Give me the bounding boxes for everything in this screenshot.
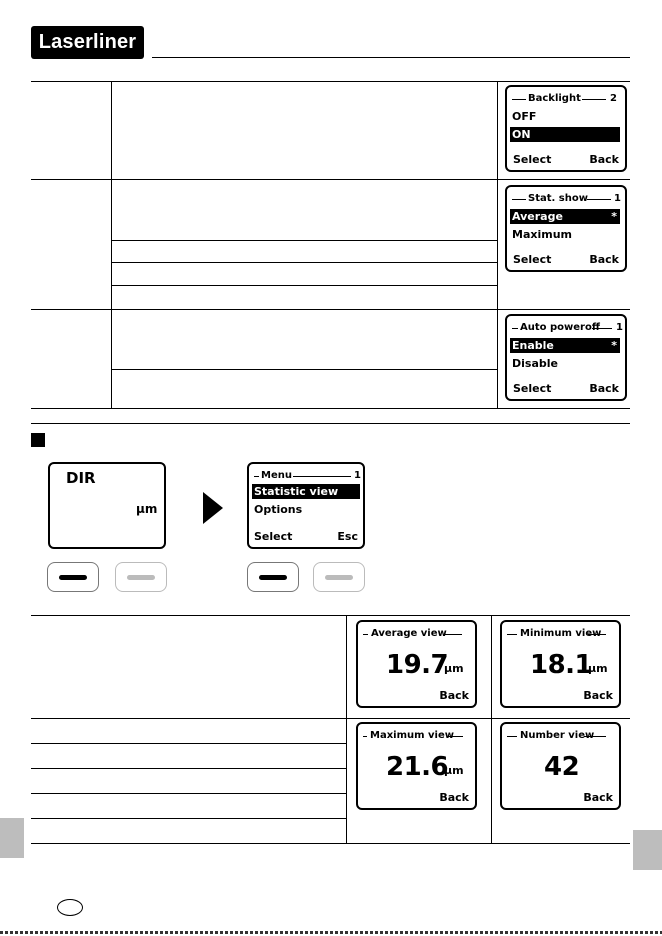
device-screen [48,462,166,549]
menu-item-options: Options [254,503,303,516]
arrow-right-icon [203,492,223,524]
menu-item-average-selected [510,209,620,224]
table-sub-rule [31,793,346,794]
table-row-rule [31,179,630,180]
number-view-screen [500,722,621,810]
table-column-divider [346,615,347,843]
left-softkey-button[interactable] [247,562,299,592]
table-column-divider [491,615,492,843]
softkey-right-label: Back [439,791,469,804]
table-sub-rule [111,262,497,263]
softkey-right-label: Back [439,689,469,702]
screen-title: Average view [371,628,447,639]
mode-label: DIR [66,469,96,487]
key-bar [325,575,353,580]
menu-screen [247,462,365,549]
minimum-view-screen [500,620,621,708]
menu-item-on-selected: ON [510,127,620,142]
key-bar [127,575,155,580]
table-row-rule [31,309,630,310]
active-marker: * [611,210,617,223]
unit-label: µm [136,502,158,516]
table-top-rule [31,615,630,616]
menu-item-maximum: Maximum [512,228,572,241]
left-softkey-button[interactable] [47,562,99,592]
average-value: 19.7 [386,650,449,680]
unit-label: µm [444,662,464,675]
header-rule [152,57,630,58]
footer-print-strip [0,931,662,934]
table-sub-rule [111,240,497,241]
screen-title: Minimum view [520,628,602,639]
laserliner-logo: Laserliner [31,26,144,59]
softkey-left-label: Select [513,382,552,395]
key-bar [259,575,287,580]
unit-label: µm [588,662,608,675]
menu-item-enable-selected [510,338,620,353]
menu-item-disable: Disable [512,357,558,370]
table-sub-rule [111,285,497,286]
softkey-left-label: Select [513,253,552,266]
item-label: Enable [512,339,554,352]
softkey-right-label: Back [583,791,613,804]
softkey-right-label: Back [589,153,619,166]
softkey-left-label: Select [254,530,293,543]
screen-number: 1 [616,322,623,333]
softkey-left-label: Select [513,153,552,166]
section-marker-square [31,433,45,447]
right-softkey-button[interactable] [115,562,167,592]
table-sub-rule [31,818,346,819]
table-bottom-rule [31,408,630,409]
side-tab-left [0,818,24,858]
softkey-right-label: Back [583,689,613,702]
table-column-divider [497,81,498,408]
menu-item-statistic-view-selected: Statistic view [252,484,360,499]
table-column-divider [111,81,112,408]
screen-number: 2 [610,93,617,104]
menu-item-off: OFF [512,110,537,123]
stat-show-screen [505,185,627,272]
softkey-right-label: Back [589,382,619,395]
softkey-right-label: Esc [337,530,358,543]
screen-number: 1 [614,193,621,204]
auto-poweroff-screen [505,314,627,401]
maximum-value: 21.6 [386,752,449,782]
table-row-rule [31,718,630,719]
screen-title: Stat. show [528,193,588,204]
softkey-right-label: Back [589,253,619,266]
unit-label: µm [444,764,464,777]
number-value: 42 [544,752,580,782]
average-view-screen [356,620,477,708]
table-sub-rule [31,743,346,744]
screen-title: Menu [261,470,292,481]
screen-title: Auto poweroff [520,322,600,333]
right-softkey-button[interactable] [313,562,365,592]
table-sub-rule [31,768,346,769]
screen-title: Number view [520,730,595,741]
screen-title: Backlight [528,93,581,104]
active-marker: * [611,339,617,352]
maximum-view-screen [356,722,477,810]
minimum-value: 18.1 [530,650,593,680]
screen-title: Maximum view [370,730,454,741]
language-badge-oval [57,899,83,916]
table-sub-rule [111,369,497,370]
section-rule [31,423,630,424]
table-bottom-rule [31,843,630,844]
table-top-rule [31,81,630,82]
key-bar [59,575,87,580]
side-tab-right [633,830,662,870]
item-label: Average [512,210,563,223]
screen-number: 1 [354,470,361,481]
backlight-screen [505,85,627,172]
